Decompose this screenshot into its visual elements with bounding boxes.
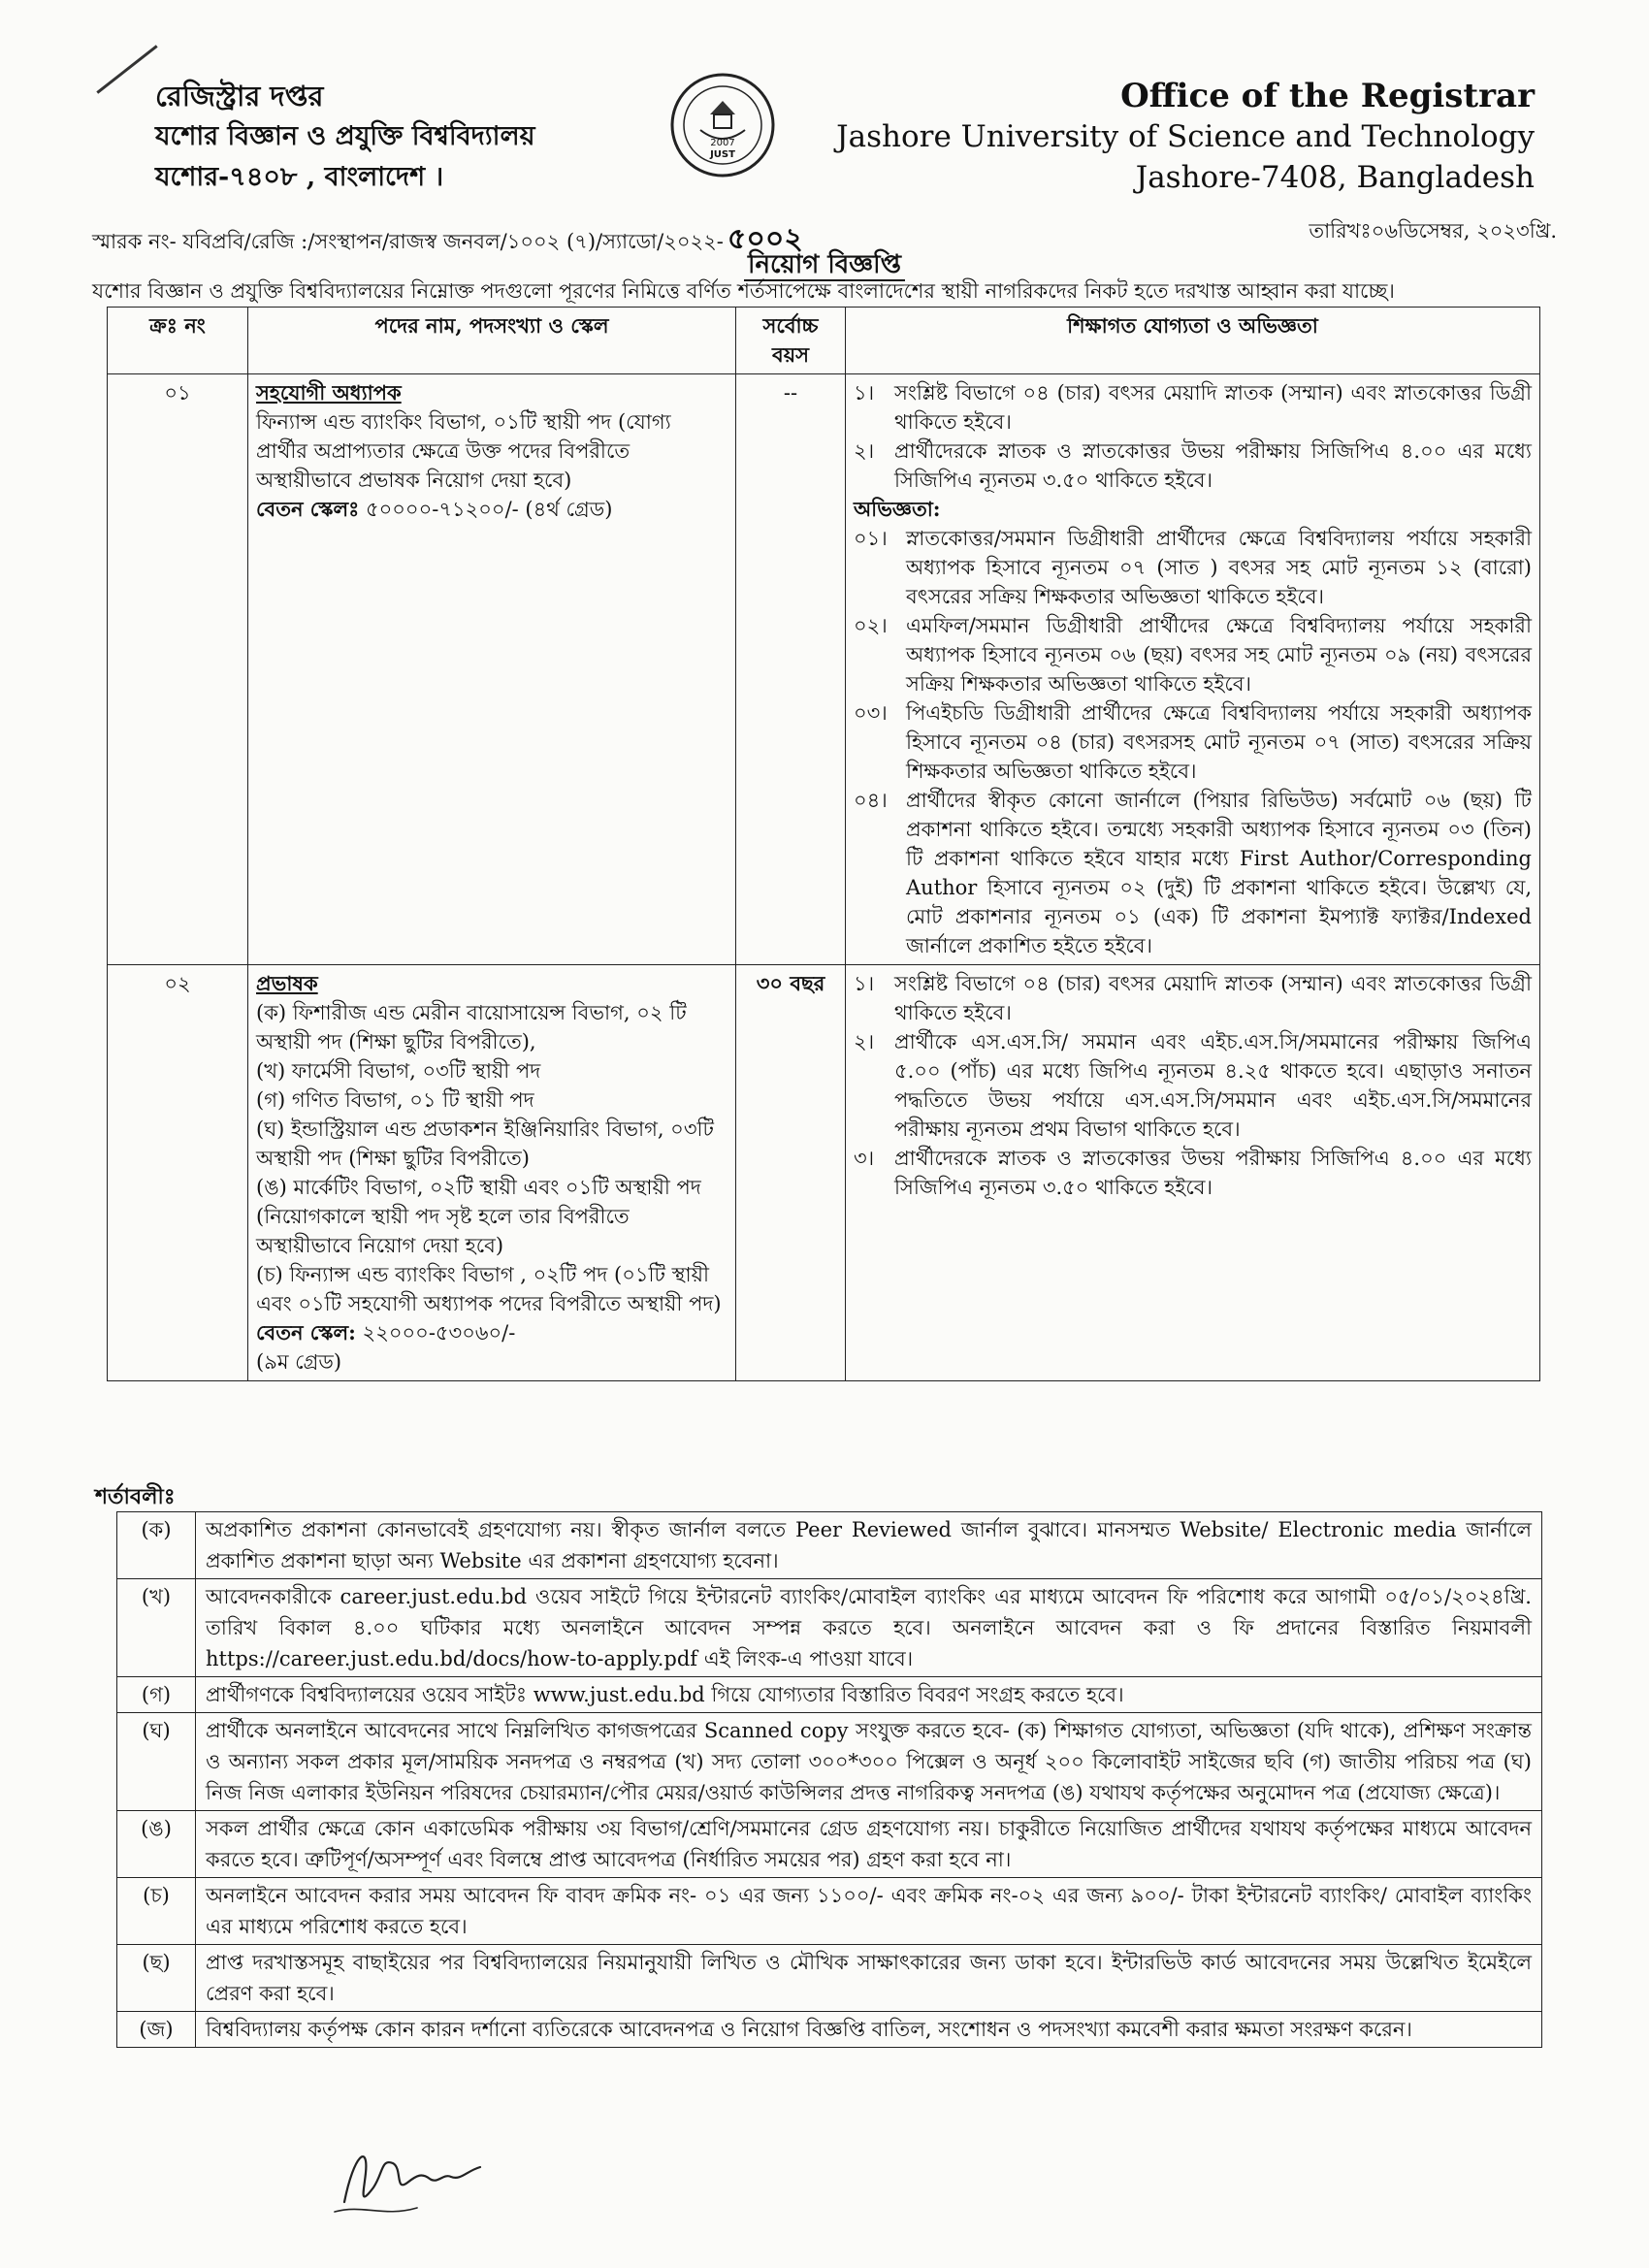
address-bn: যশোর-৭৪০৮ , বাংলাদেশ । [155, 162, 444, 192]
table-row: (ছ) প্রাপ্ত দরখাস্তসমূহ বাছাইয়ের পর বিশ্ববিদ্যালয়ের নিয়মানুযায়ী লিখিত ও মৌখিক সাক্ষাৎকারের জন্য ডাকা হবে। ইন্টারভিউ কার্ড আবেদনের সময় উল্লেখিত ইমেইলে প্রেরণ করা হবে। [117, 1945, 1542, 2012]
col-qualification: শিক্ষাগত যোগ্যতা ও অভিজ্ঞতা [846, 308, 1540, 374]
notice-title-text: নিয়োগ বিজ্ঞপ্তি [744, 250, 905, 281]
row1-post-desc: ফিন্যান্স এন্ড ব্যাংকিং বিভাগ, ০১টি স্থায়ী পদ (যোগ্য প্রার্থীর অপ্রাপ্যতার ক্ষেত্রে উক্ত পদের বিপরীতে অস্থায়ীভাবে প্রভাষক নিয়োগ দেয়া হবে) [256, 410, 671, 492]
table-row [108, 374, 1540, 965]
table-row: (গ) প্রার্থীগণকে বিশ্ববিদ্যালয়ের ওয়েব সাইটঃ www.just.edu.bd গিয়ে যোগ্যতার বিস্তারিত বিবরণ সংগ্রহ করতে হবে। [117, 1677, 1542, 1713]
table-row: (ঘ) প্রার্থীকে অনলাইনে আবেদনের সাথে নিম্নলিখিত কাগজপত্রের Scanned copy সংযুক্ত করতে হবে- (ক) শিক্ষাগত যোগ্যতা, অভিজ্ঞতা (যদি থাকে), প্রশিক্ষণ সংক্রান্ত ও অন্যান্য সকল প্রকার মূল/সাময়িক সনদপত্র ও নম্বরপত্র (খ) সদ্য তোলা ৩০০*৩০০ পিক্সেল ও অনূর্ধ ২০০ কিলোবাইট সাইজের ছবি (গ) জাতীয় পরিচয় পত্র (ঘ) নিজ নিজ এলাকার ইউনিয়ন পরিষদের চেয়ারম্যান/পৌর মেয়র/ওয়ার্ড কাউন্সিলর প্রদত্ত নাগরিকত্ব সনদপত্র (ঙ) যথাযথ কর্তৃপক্ষের অনুমোদন পত্র (প্রযোজ্য ক্ষেত্রে)। [117, 1713, 1542, 1811]
row1-post-title: সহযোগী অধ্যাপক [256, 380, 402, 405]
col-age: সর্বোচ্চ বয়স [736, 308, 846, 374]
conditions-table [116, 1511, 1542, 2048]
intro-text: যশোর বিজ্ঞান ও প্রযুক্তি বিশ্ববিদ্যালয়ের নিম্নোক্ত পদগুলো পূরণের নিমিত্তে বর্ণিত শর্তসাপেক্ষে বাংলাদেশের স্থায়ী নাগরিকদের নিকট হতে দরখাস্ত আহ্বান করা যাচ্ছে। [92, 279, 1395, 303]
list-item: (গ) গণিত বিভাগ, ০১ টি স্থায়ী পদ [256, 1088, 534, 1112]
table-row: (খ) আবেদনকারীকে career.just.edu.bd ওয়েব সাইটে গিয়ে ইন্টারনেট ব্যাংকিং/মোবাইল ব্যাংকিং এর মাধ্যমে আবেদন ফি পরিশোধ করে আগামী ০৫/০১/২০২৪খ্রি. তারিখ বিকাল ৪.০০ ঘটিকার মধ্যে অনলাইনে আবেদন সম্পন্ন করতে হবে। অনলাইনে আবেদন করা ও ফি প্রদানের বিস্তারিত নিয়মাবলী https://career.just.edu.bd/docs/how-to-apply.pdf এই লিংক-এ পাওয়া যাবে। [117, 1579, 1542, 1677]
university-en: Jashore University of Science and Technology [836, 119, 1535, 154]
list-item: ০৪। প্রার্থীদের স্বীকৃত কোনো জার্নালে (পিয়ার রিভিউড) সর্বমোট ০৬ (ছয়) টি প্রকাশনা থাকিতে হইবে। তন্মধ্যে সহকারী অধ্যাপক হিসাবে ন্যূনতম ০৩ (তিন) টি প্রকাশনা থাকিতে হইবে যাহার মধ্যে First Author/Corresponding Author হিসাবে ন্যূনতম ০২ (দুই) টি প্রকাশনা থাকিতে হইবে। উল্লেখ্য যে, মোট প্রকাশনার ন্যূনতম ০১ (এক) টি প্রকাশনা ইমপ্যাক্ট ফ্যাক্টর/Indexed জার্নালে প্রকাশিত হইতে হইবে। [854, 789, 1532, 957]
posts-table [107, 307, 1540, 1381]
row2-pay-value: ২২০০০-৫৩০৬০/- [362, 1321, 516, 1345]
list-item: ১। সংশ্লিষ্ট বিভাগে ০৪ (চার) বৎসর মেয়াদি স্নাতক (সম্মান) এবং স্নাতকোত্তর ডিগ্রী থাকিতে হইবে। [854, 381, 1532, 434]
list-item: ২। প্রার্থীদেরকে স্নাতক ও স্নাতকোত্তর উভয় পরীক্ষায় সিজিপিএ ৪.০০ এর মধ্যে সিজিপিএ ন্যূনতম ৩.৫০ থাকিতে হইবে। [854, 439, 1532, 492]
row2-age: ৩০ বছর [736, 965, 846, 1381]
signature-icon [325, 2134, 509, 2221]
university-seal-icon [669, 72, 776, 178]
office-en: Office of the Registrar [1120, 77, 1535, 115]
row2-serial: ০২ [108, 965, 248, 1381]
seal-year: 2007 [710, 138, 735, 148]
table-row: (চ) অনলাইনে আবেদন করার সময় আবেদন ফি বাবদ ক্রমিক নং- ০১ এর জন্য ১১০০/- এবং ক্রমিক নং-০২ এর জন্য ৯০০/- টাকা ইন্টারনেট ব্যাংকিং/ মোবাইল ব্যাংকিং এর মাধ্যমে পরিশোধ করতে হবে। [117, 1878, 1542, 1945]
list-item: (চ) ফিন্যান্স এন্ড ব্যাংকিং বিভাগ , ০২টি পদ (০১টি স্থায়ী এবং ০১টি সহযোগী অধ্যাপক পদের বিপরীতে অস্থায়ী পদ) [256, 1263, 722, 1315]
row1-qualification [846, 374, 1540, 965]
col-post: পদের নাম, পদসংখ্যা ও স্কেল [248, 308, 736, 374]
list-item: (খ) ফার্মেসী বিভাগ, ০৩টি স্থায়ী পদ [256, 1059, 541, 1083]
list-item: ০২। এমফিল/সমমান ডিগ্রীধারী প্রার্থীদের ক্ষেত্রে বিশ্ববিদ্যালয় পর্যায়ে সহকারী অধ্যাপক হিসাবে ন্যূনতম ০৬ (ছয়) বৎসর সহ মোট ন্যূনতম ০৯ (নয়) বৎসরের সক্রিয় শিক্ষকতার অভিজ্ঞতা থাকিতে হইবে। [854, 614, 1532, 696]
list-item: ০৩। পিএইচডি ডিগ্রীধারী প্রার্থীদের ক্ষেত্রে বিশ্ববিদ্যালয় পর্যায়ে সহকারী অধ্যাপক হিসাবে ন্যূনতম ০৪ (চার) বৎসরসহ মোট ন্যূনতম ০৭ (সাত) বৎসরের সক্রিয় শিক্ষকতার অভিজ্ঞতা থাকিতে হইবে। [854, 701, 1532, 783]
university-bn: যশোর বিজ্ঞান ও প্রযুক্তি বিশ্ববিদ্যালয় [155, 121, 535, 151]
address-en: Jashore-7408, Bangladesh [1135, 160, 1535, 195]
list-item: ২। প্রার্থীকে এস.এস.সি/ সমমান এবং এইচ.এস.সি/সমমানের পরীক্ষায় জিপিএ ৫.০০ (পাঁচ) এর মধ্যে জিপিএ ন্যূনতম ৪.২৫ থাকতে হবে। এছাড়াও সনাতন পদ্ধতিতে উভয় পর্যায়ে এস.এস.সি/সমমান এবং এইচ.এস.সি/সমমানের পরীক্ষায় ন্যূনতম প্রথম বিভাগ থাকিতে হবে। [854, 1030, 1532, 1141]
row1-pay-label: বেতন স্কেলঃ [256, 497, 360, 521]
list-item: ১। সংশ্লিষ্ট বিভাগে ০৪ (চার) বৎসর মেয়াদি স্নাতক (সম্মান) এবং স্নাতকোত্তর ডিগ্রী থাকিতে হইবে। [854, 972, 1532, 1024]
list-item: (ঘ) ইন্ডাস্ট্রিয়াল এন্ড প্রডাকশন ইঞ্জিনিয়ারিং বিভাগ, ০৩টি অস্থায়ী পদ (শিক্ষা ছুটির বিপরীতে) [256, 1118, 714, 1170]
row2-pay [256, 1318, 728, 1347]
seal-abbr: JUST [710, 149, 735, 160]
list-item: (ঙ) মার্কেটিং বিভাগ, ০২টি স্থায়ী এবং ০১টি অস্থায়ী পদ (নিয়োগকালে স্থায়ী পদ সৃষ্ট হলে তার বিপরীতে অস্থায়ীভাবে নিয়োগ দেয়া হবে) [256, 1176, 701, 1257]
row2-pay-label: বেতন স্কেল: [256, 1320, 356, 1345]
list-item: (ক) ফিশারীজ এন্ড মেরীন বায়োসায়েন্স বিভাগ, ০২ টি অস্থায়ী পদ (শিক্ষা ছুটির বিপরীতে), [256, 1001, 687, 1053]
row1-post [248, 374, 736, 965]
memo-line [92, 215, 1557, 256]
list-item: ৩। প্রার্থীদেরকে স্নাতক ও স্নাতকোত্তর উভয় পরীক্ষায় সিজিপিএ ৪.০০ এর মধ্যে সিজিপিএ ন্যূনতম ৩.৫০ থাকিতে হইবে। [854, 1147, 1532, 1199]
letterhead-english [836, 76, 1535, 198]
conditions-heading: শর্তাবলীঃ [95, 1484, 176, 1509]
memo-ref-handwritten: ৫০০২ [727, 222, 803, 256]
row1-pay [256, 495, 728, 524]
table-row [108, 965, 1540, 1381]
row2-pay-grade: (৯ম গ্রেড) [256, 1350, 342, 1374]
row1-pay-value: ৫০০০০-৭১২০০/- (৪র্থ গ্রেড) [366, 498, 613, 521]
col-serial: ক্রঃ নং [108, 308, 248, 374]
table-header-row [108, 308, 1540, 374]
table-row: (ক) অপ্রকাশিত প্রকাশনা কোনভাবেই গ্রহণযোগ্য নয়। স্বীকৃত জার্নাল বলতে Peer Reviewed জার্নাল বুঝাবে। মানসম্মত Website/ Electronic media জার্নালে প্রকাশিত প্রকাশনা ছাড়া অন্য Website এর প্রকাশনা গ্রহণযোগ্য হবেনা। [117, 1512, 1542, 1579]
memo-date: তারিখঃ০৬ডিসেম্বর, ২০২৩খ্রি. [1309, 219, 1557, 243]
row2-post-title: প্রভাষক [256, 971, 318, 995]
table-row: (ঙ) সকল প্রার্থীর ক্ষেত্রে কোন একাডেমিক পরীক্ষায় ৩য় বিভাগ/শ্রেণি/সমমানের গ্রেড গ্রহণযোগ্য নয়। চাকুরীতে নিয়োজিত প্রার্থীদের যথাযথ কর্তৃপক্ষের মাধ্যমে আবেদন করতে হবে। ত্রুটিপূর্ণ/অসম্পূর্ণ এবং বিলম্বে প্রাপ্ত আবেদপত্র (নির্ধারিত সময়ের পর) গ্রহণ করা হবে না। [117, 1811, 1542, 1878]
row2-qualification [846, 965, 1540, 1381]
row1-serial: ০১ [108, 374, 248, 965]
table-row: (জ) বিশ্ববিদ্যালয় কর্তৃপক্ষ কোন কারন দর্শানো ব্যতিরেকে আবেদনপত্র ও নিয়োগ বিজ্ঞপ্তি বাতিল, সংশোধন ও পদসংখ্যা কমবেশী করার ক্ষমতা সংরক্ষণ করেন। [117, 2012, 1542, 2048]
row1-age: -- [736, 374, 846, 965]
office-bn: রেজিস্ট্রার দপ্তর [155, 80, 324, 113]
letterhead [0, 58, 1649, 213]
letterhead-bangla [155, 76, 535, 198]
list-item: ০১। স্নাতকোত্তর/সমমান ডিগ্রীধারী প্রার্থীদের ক্ষেত্রে বিশ্ববিদ্যালয় পর্যায়ে সহকারী অধ্যাপক হিসাবে ন্যূনতম ০৭ (সাত ) বৎসর সহ মোট ন্যূনতম ১২ (বারো) বৎসরের সক্রিয় শিক্ষকতার অভিজ্ঞতা থাকিতে হইবে। [854, 527, 1532, 608]
memo-ref-text: স্মারক নং- যবিপ্রবি/রেজি :/সংস্থাপন/রাজস্ব জনবল/১০০২ (৭)/স্যাডো/২০২২- [92, 230, 724, 253]
row1-exp-label: অভিজ্ঞতা: [854, 497, 941, 521]
row2-post [248, 965, 736, 1381]
